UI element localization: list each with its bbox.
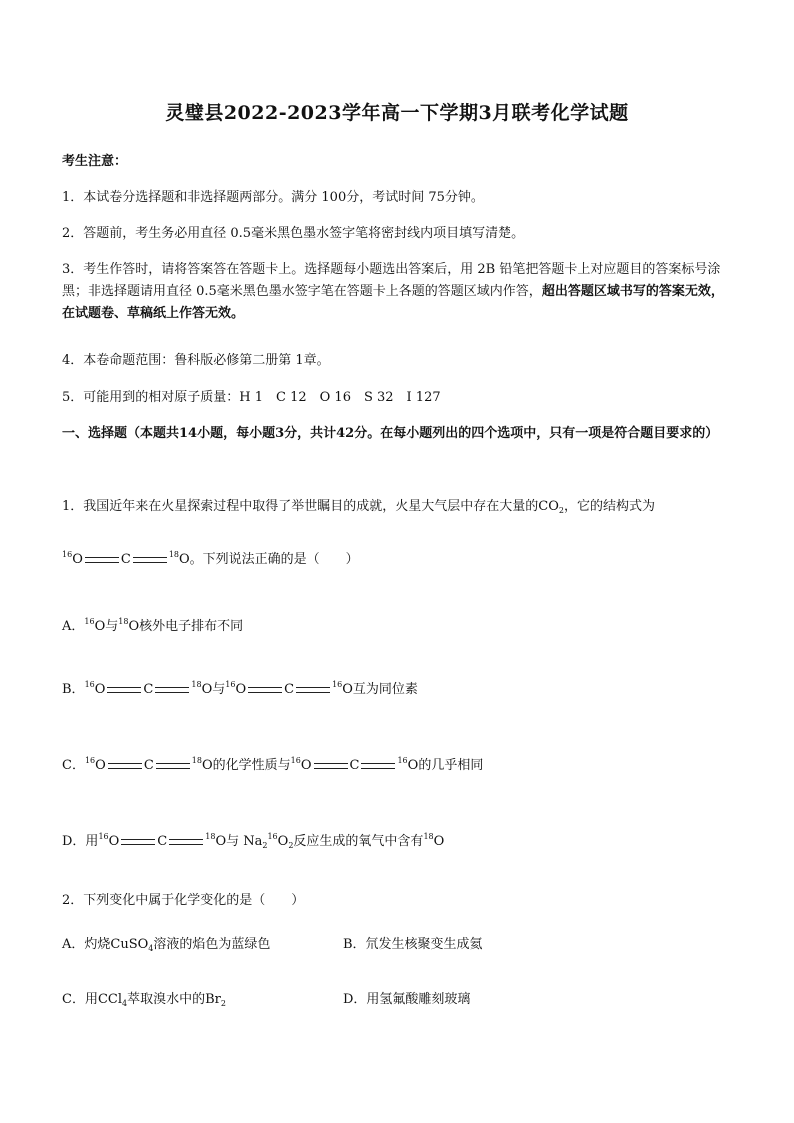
isotope-18: 18 [205, 832, 216, 841]
atom-o: O [407, 758, 419, 773]
isotope-16: 16 [397, 756, 408, 765]
q1-stem-sub: 2 [558, 506, 564, 515]
q2-option-c [62, 988, 226, 1008]
option-text: 的化学性质与 [212, 758, 291, 773]
double-bond [296, 687, 330, 693]
isotope-16: 16 [84, 756, 96, 765]
subscript: 4 [148, 944, 154, 953]
atom-o: O [179, 552, 190, 567]
atom-c: C [157, 834, 168, 849]
isotope-18: 18 [191, 680, 202, 689]
q1-stem-a: 1．我国近年来在火星探索过程中取得了举世瞩目的成就，火星大气层中存在大量的CO [62, 499, 559, 514]
double-bond [121, 839, 155, 845]
atom-o: O [108, 834, 120, 849]
isotope-18: 18 [168, 550, 179, 559]
atom-o: O [277, 834, 289, 849]
q1-option-b [62, 678, 418, 697]
option-label: A． [62, 619, 85, 634]
atom-o: O [94, 619, 106, 634]
atom-c: C [349, 758, 360, 773]
isotope-16: 16 [267, 832, 278, 841]
isotope-16: 16 [98, 832, 109, 841]
isotope-18: 18 [423, 832, 434, 841]
atom-o: O [95, 758, 106, 773]
atom-c: C [120, 552, 131, 567]
notice-item-4: 4．本卷命题范围：鲁科版必修第二册第 1章。 [62, 353, 330, 368]
notice-item-3-text: 3．考生作答时，请将答案答在答题卡上。选择题每小题选出答案后，用 2B 铅笔把答题卡上对应题目的答案标号涂黑；非选择题请用直径 0.5毫米黑色墨水签字笔在答题卡上各题的答题区域内作答， [62, 262, 721, 299]
isotope-18: 18 [191, 756, 202, 765]
q2-option-d: D．用氢氟酸雕刻玻璃 [343, 992, 471, 1007]
q1-option-a [62, 615, 243, 634]
atom-o: O [94, 682, 106, 697]
double-bond [108, 763, 142, 769]
double-bond [248, 687, 282, 693]
option-text: 与 Na [226, 834, 263, 849]
option-text: 的几乎相同 [418, 758, 484, 773]
option-text: 与 [105, 619, 119, 634]
subscript: 2 [220, 999, 226, 1008]
double-bond [169, 839, 203, 845]
double-bond [85, 557, 119, 563]
double-bond [361, 763, 395, 769]
notice-item-3 [62, 259, 734, 325]
section-heading: 一、选择题（本题共14小题，每小题3分，共计42分。在每小题列出的四个选项中，只有一项是符合题目要求的） [62, 426, 719, 441]
atom-o: O [128, 619, 140, 634]
isotope-16: 16 [290, 756, 301, 765]
isotope-16: 16 [332, 680, 343, 689]
atom-o: O [72, 552, 83, 567]
page-title: 灵璧县2022-2023学年高一下学期3月联考化学试题 [165, 102, 629, 124]
notice-heading: 考生注意： [62, 154, 128, 169]
q2-option-b: B．氘发生核聚变生成氦 [343, 937, 483, 952]
atom-c: C [284, 682, 295, 697]
option-text: 溶液的焰色为蓝绿色 [153, 937, 271, 952]
q1-stem-c: 。下列说法正确的是（ ） [189, 552, 359, 567]
double-bond [155, 687, 189, 693]
option-text: 萃取溴水中的Br [127, 992, 221, 1007]
q1-stem-b: ，它的结构式为 [563, 499, 655, 514]
option-label: D．用 [62, 834, 99, 849]
atom-o: O [342, 682, 353, 697]
isotope-16: 16 [84, 680, 95, 689]
atom-o: O [201, 682, 213, 697]
notice-item-1: 1．本试卷分选择题和非选择题两部分。满分 100分，考试时间 75分钟。 [62, 190, 484, 205]
option-text: C．用CCl [62, 992, 122, 1007]
option-label: C． [62, 758, 85, 773]
atom-o: O [235, 682, 247, 697]
atom-o: O [433, 834, 445, 849]
q1-stem-line1 [62, 495, 655, 515]
q1-option-d [62, 830, 444, 850]
isotope-16: 16 [62, 550, 73, 559]
q1-stem-line2 [62, 548, 359, 567]
double-bond [133, 557, 167, 563]
isotope-16: 16 [225, 680, 236, 689]
q1-option-c [62, 754, 483, 773]
notice-item-2: 2．答题前，考生务必用直径 0.5毫米黑色墨水签字笔将密封线内项目填写清楚。 [62, 226, 525, 241]
notice-item-3-bold: 超出答题区域书写的答案无效，在试题卷、草稿纸上作答无效。 [62, 284, 724, 321]
subscript: 4 [122, 999, 128, 1008]
option-label: B． [62, 682, 85, 697]
atom-c: C [143, 682, 154, 697]
option-text: 互为同位素 [352, 682, 418, 697]
double-bond [107, 687, 141, 693]
subscript: 2 [262, 841, 268, 850]
double-bond [156, 763, 190, 769]
subscript: 2 [288, 841, 294, 850]
notice-item-5: 5．可能用到的相对原子质量：H 1 C 12 O 16 S 32 I 127 [62, 390, 441, 405]
option-text: 与 [212, 682, 226, 697]
atom-c: C [143, 758, 154, 773]
isotope-18: 18 [118, 617, 129, 626]
atom-o: O [300, 758, 312, 773]
isotope-16: 16 [84, 617, 95, 626]
atom-o: O [201, 758, 213, 773]
option-text: 反应生成的氧气中含有 [293, 834, 424, 849]
q2-stem: 2．下列变化中属于化学变化的是（ ） [62, 893, 305, 908]
double-bond [314, 763, 348, 769]
option-text: 核外电子排布不同 [139, 619, 244, 634]
option-text: A．灼烧CuSO [62, 937, 149, 952]
atom-o: O [215, 834, 227, 849]
q2-option-a [62, 933, 270, 953]
